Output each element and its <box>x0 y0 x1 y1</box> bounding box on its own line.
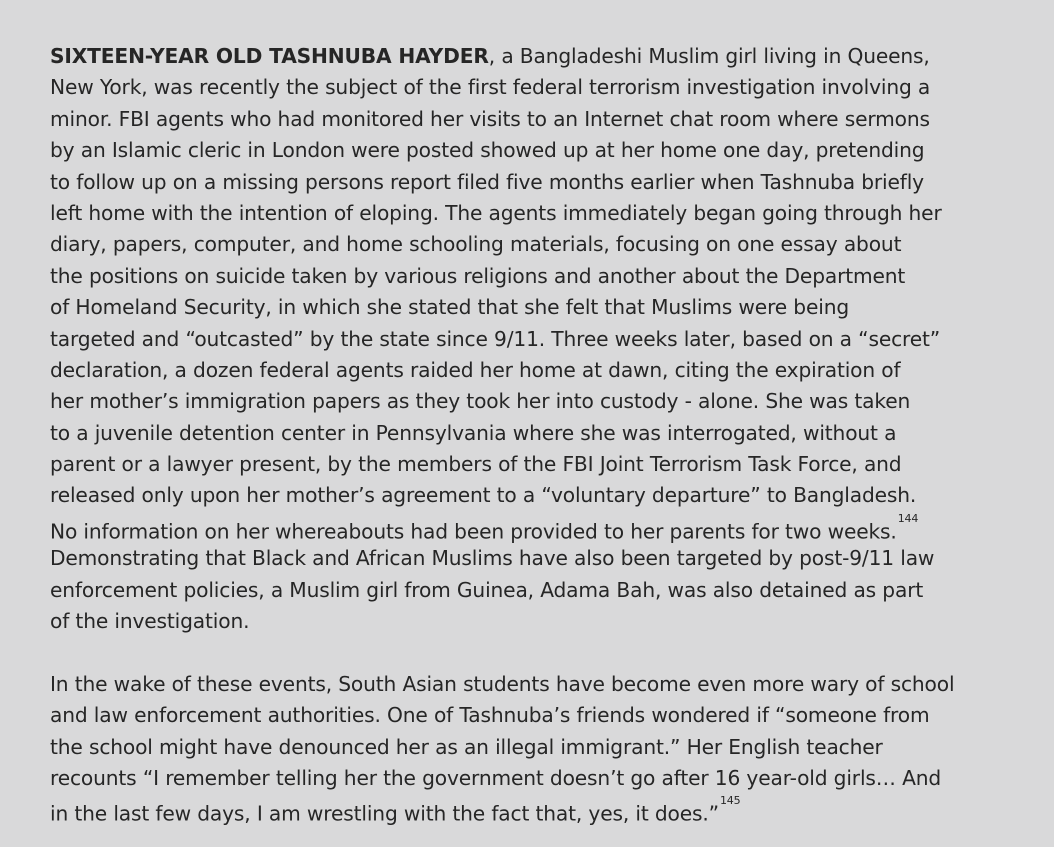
lead-in-name: SIXTEEN-YEAR OLD TASHNUBA HAYDER <box>50 44 489 68</box>
text-line: left home with the intention of eloping. The agents immediately began going through her <box>50 200 942 225</box>
paragraph-1 <box>50 41 1030 637</box>
text-line: parent or a lawyer present, by the members of the FBI Joint Terrorism Task Force, and <box>50 452 902 477</box>
text-line: declaration, a dozen federal agents raided her home at dawn, citing the expiration of <box>50 357 901 382</box>
text-line: In the wake of these events, South Asian students have become even more wary of school <box>50 671 955 696</box>
line-text: , a Bangladeshi Muslim girl living in Queens, <box>488 44 930 68</box>
text-line: to follow up on a missing persons report filed five months earlier when Tashnuba briefly <box>50 169 924 194</box>
text-line: of the investigation. <box>50 609 250 634</box>
footnote-marker: 144 <box>897 511 919 525</box>
text-line: of Homeland Security, in which she stated that she felt that Muslims were being <box>50 295 850 320</box>
text-line: the positions on suicide taken by various religions and another about the Department <box>50 263 906 288</box>
paragraph-2 <box>50 669 1030 826</box>
text-line: Demonstrating that Black and African Muslims have also been targeted by post-9/11 law <box>50 546 935 571</box>
text-line <box>50 794 1030 825</box>
text-line: to a juvenile detention center in Pennsylvania where she was interrogated, without a <box>50 420 897 445</box>
text-line: targeted and “outcasted” by the state since 9/11. Three weeks later, based on a “secret” <box>50 326 941 351</box>
text-line: and law enforcement authorities. One of Tashnuba’s friends wondered if “someone from <box>50 703 930 728</box>
text-line <box>50 512 1030 543</box>
text-line: diary, papers, computer, and home schooling materials, focusing on one essay about <box>50 232 902 257</box>
text-line: recounts “I remember telling her the government doesn’t go after 16 year-old girls… And <box>50 765 942 790</box>
text-line: her mother’s immigration papers as they took her into custody - alone. She was taken <box>50 389 911 414</box>
text-line: minor. FBI agents who had monitored her visits to an Internet chat room where sermons <box>50 106 930 131</box>
line-text: in the last few days, I am wrestling with the fact that, yes, it does.” <box>50 802 719 827</box>
document-body <box>50 41 1030 826</box>
text-line: enforcement policies, a Muslim girl from Guinea, Adama Bah, was also detained as part <box>50 577 924 602</box>
text-line: by an Islamic cleric in London were posted showed up at her home one day, pretending <box>50 138 925 163</box>
text-line: released only upon her mother’s agreement to a “voluntary departure” to Bangladesh. <box>50 483 917 508</box>
line-text: No information on her whereabouts had been provided to her parents for two weeks. <box>50 519 897 544</box>
text-line <box>50 41 1030 72</box>
text-line: New York, was recently the subject of the first federal terrorism investigation involving a <box>50 75 931 100</box>
footnote-marker: 145 <box>719 794 741 808</box>
text-line: the school might have denounced her as an illegal immigrant.” Her English teacher <box>50 734 883 759</box>
